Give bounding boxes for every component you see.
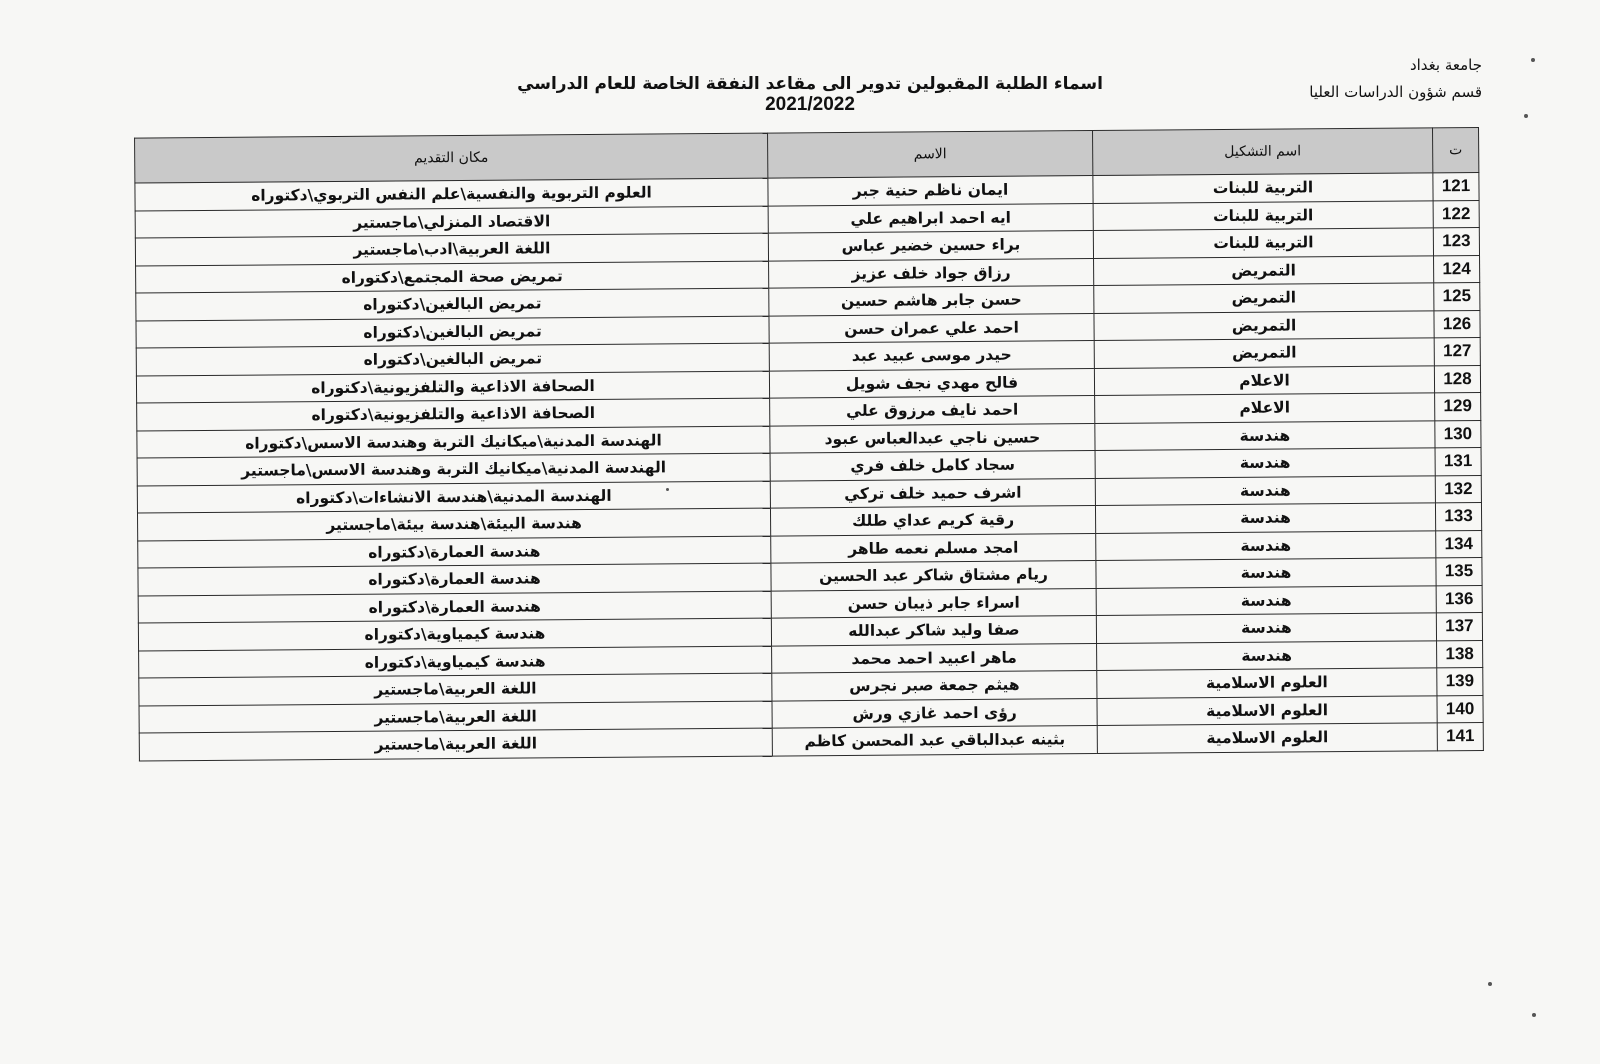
cell-number: 140	[1437, 695, 1483, 723]
cell-faculty: الاعلام	[1094, 365, 1434, 395]
cell-place: اللغة العربية\ماجستير	[139, 701, 772, 733]
cell-place: الهندسة المدنية\ميكانيك التربة وهندسة الاسس\دكتوراه	[137, 426, 770, 458]
cell-faculty: الاعلام	[1095, 393, 1435, 423]
scan-speck	[1524, 114, 1528, 118]
cell-name: ايه احمد ابراهيم علي	[768, 203, 1093, 233]
cell-name: ايمان ناظم حنية جبر	[768, 176, 1093, 206]
cell-name: ريام مشتاق شاكر عبد الحسين	[771, 561, 1096, 591]
cell-place: هندسة العمارة\دكتوراه	[138, 536, 771, 568]
document-header	[1309, 52, 1482, 106]
cell-faculty: التربية للبنات	[1093, 173, 1433, 203]
cell-name: رقية كريم عداي طلك	[770, 506, 1095, 536]
cell-faculty: هندسة	[1095, 475, 1435, 505]
university-name: جامعة بغداد	[1409, 56, 1482, 74]
cell-number: 126	[1434, 310, 1480, 338]
cell-name: حسن جابر هاشم حسين	[769, 286, 1094, 316]
cell-name: احمد علي عمران حسن	[769, 313, 1094, 343]
cell-number: 131	[1435, 447, 1481, 475]
cell-faculty: هندسة	[1096, 613, 1436, 643]
cell-name: حيدر موسى عبيد عبد	[769, 341, 1094, 371]
cell-number: 132	[1435, 475, 1481, 503]
cell-name: براء حسين خضير عباس	[768, 231, 1093, 261]
column-header-place: مكان التقديم	[135, 133, 768, 183]
table-body	[135, 173, 1483, 761]
cell-number: 121	[1433, 173, 1479, 201]
cell-name: حسين ناجي عبدالعباس عبود	[770, 423, 1095, 453]
cell-place: الهندسة المدنية\ميكانيك التربة وهندسة الاسس\ماجستير	[137, 453, 770, 485]
cell-number: 134	[1436, 530, 1482, 558]
cell-place: العلوم التربوية والنفسية\علم النفس التربوي\دكتوراه	[135, 178, 768, 210]
cell-faculty: هندسة	[1097, 640, 1437, 670]
column-header-name: الاسم	[768, 131, 1093, 179]
cell-faculty: التربية للبنات	[1093, 200, 1433, 230]
cell-number: 138	[1437, 640, 1483, 668]
document-title	[470, 74, 1150, 116]
academic-year: 2021/2022	[765, 94, 855, 115]
cell-faculty: التربية للبنات	[1093, 228, 1433, 258]
cell-name: رزاق جواد خلف عزيز	[769, 258, 1094, 288]
cell-number: 141	[1437, 722, 1483, 750]
department-name: قسم شؤون الدراسات العليا	[1309, 83, 1482, 101]
cell-number: 130	[1435, 420, 1481, 448]
cell-name: اشرف حميد خلف تركي	[770, 478, 1095, 508]
scan-speck	[1531, 58, 1535, 62]
scan-speck	[666, 488, 669, 491]
cell-faculty: التمريض	[1094, 310, 1434, 340]
cell-name: فالح مهدي نجف شويل	[769, 368, 1094, 398]
cell-faculty: التمريض	[1094, 283, 1434, 313]
cell-place: هندسة كيمياوية\دكتوراه	[138, 618, 771, 650]
cell-name: رؤى احمد غازي ورش	[772, 698, 1097, 728]
cell-place: هندسة العمارة\دكتوراه	[138, 563, 771, 595]
cell-name: سجاد كامل خلف فري	[770, 451, 1095, 481]
cell-number: 125	[1434, 282, 1480, 310]
cell-name: امجد مسلم نعمه طاهر	[771, 533, 1096, 563]
cell-name: اسراء جابر ذيبان حسن	[771, 588, 1096, 618]
cell-number: 136	[1436, 585, 1482, 613]
cell-name: صفا وليد شاكر عبدالله	[771, 616, 1096, 646]
cell-place: هندسة كيمياوية\دكتوراه	[139, 646, 772, 678]
cell-place: الهندسة المدنية\هندسة الانشاءات\دكتوراه	[137, 481, 770, 513]
cell-place: اللغة العربية\ماجستير	[139, 728, 772, 760]
cell-faculty: العلوم الاسلامية	[1097, 723, 1437, 753]
cell-faculty: هندسة	[1096, 530, 1436, 560]
cell-place: اللغة العربية\ماجستير	[139, 673, 772, 705]
cell-name: هيثم جمعة صبر نجرس	[772, 671, 1097, 701]
cell-faculty: هندسة	[1096, 558, 1436, 588]
students-table	[134, 127, 1484, 761]
column-header-number: ت	[1433, 128, 1479, 173]
scan-speck	[1532, 1013, 1536, 1017]
cell-faculty: هندسة	[1095, 503, 1435, 533]
cell-number: 129	[1435, 392, 1481, 420]
cell-faculty: هندسة	[1095, 448, 1435, 478]
cell-place: الصحافة الاذاعية والتلفزيونية\دكتوراه	[136, 371, 769, 403]
cell-name: بثينه عبدالباقي عبد المحسن كاظم	[772, 726, 1097, 756]
cell-name: ماهر اعبيد احمد محمد	[772, 643, 1097, 673]
cell-place: الاقتصاد المنزلي\ماجستير	[135, 206, 768, 238]
cell-name: احمد نايف مرزوق علي	[770, 396, 1095, 426]
cell-faculty: التمريض	[1094, 255, 1434, 285]
cell-place: هندسة العمارة\دكتوراه	[138, 591, 771, 623]
cell-number: 122	[1433, 200, 1479, 228]
cell-number: 135	[1436, 557, 1482, 585]
title-text: اسماء الطلبة المقبولين تدوير الى مقاعد النفقة الخاصة للعام الدراسي	[517, 74, 1103, 94]
cell-place: تمريض صحة المجتمع\دكتوراه	[136, 261, 769, 293]
cell-place: الصحافة الاذاعية والتلفزيونية\دكتوراه	[137, 398, 770, 430]
cell-number: 123	[1433, 228, 1479, 256]
cell-place: تمريض البالغين\دكتوراه	[136, 343, 769, 375]
cell-place: هندسة البيئة\هندسة بيئة\ماجستير	[137, 508, 770, 540]
cell-number: 127	[1434, 337, 1480, 365]
scan-speck	[1488, 982, 1492, 986]
cell-number: 139	[1437, 667, 1483, 695]
cell-place: تمريض البالغين\دكتوراه	[136, 288, 769, 320]
column-header-faculty: اسم التشكيل	[1093, 128, 1433, 176]
cell-faculty: هندسة	[1095, 420, 1435, 450]
cell-faculty: التمريض	[1094, 338, 1434, 368]
cell-number: 128	[1434, 365, 1480, 393]
cell-place: اللغة العربية\ادب\ماجستير	[135, 233, 768, 265]
cell-faculty: العلوم الاسلامية	[1097, 695, 1437, 725]
cell-faculty: هندسة	[1096, 585, 1436, 615]
cell-place: تمريض البالغين\دكتوراه	[136, 316, 769, 348]
cell-faculty: العلوم الاسلامية	[1097, 668, 1437, 698]
cell-number: 137	[1436, 612, 1482, 640]
cell-number: 133	[1435, 502, 1481, 530]
cell-number: 124	[1434, 255, 1480, 283]
